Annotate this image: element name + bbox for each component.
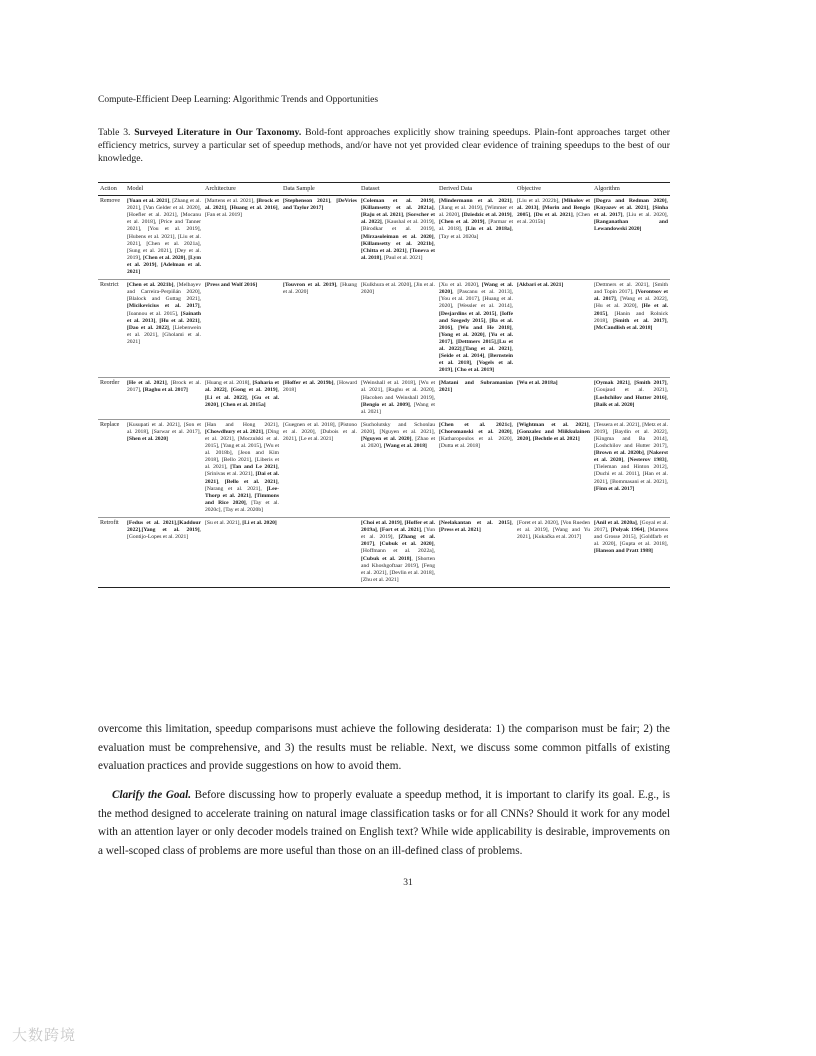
col-header-algorithm: Algorithm	[592, 183, 670, 196]
citation: , [Howard 2018]	[283, 380, 357, 394]
citation-bold: [Morin and Bengio 2005]	[517, 205, 590, 219]
table-row	[98, 419, 670, 517]
cell-model	[125, 280, 203, 378]
citation: ,	[433, 205, 435, 212]
citation-bold: [Killamsetty et al. 2021b]	[361, 240, 434, 247]
citation: , [Ding et al. 2021], [Moczulski et al. 2015], [Yang et al. 2015], [Wu et al. 2018b], [Jeon and Kim 2018], [Bello 2021], [Liberis et al. 2021],	[205, 428, 279, 471]
citation-bold: [Sainath et al. 2013]	[127, 310, 201, 324]
cell-action: Remove	[98, 196, 125, 280]
citation: ,	[484, 331, 489, 338]
citation-bold: [Finn et al. 2017]	[594, 485, 635, 492]
cell-architecture	[203, 419, 281, 517]
col-header-action: Action	[98, 183, 125, 196]
citation-bold: [Wang et al. 2018]	[383, 443, 427, 450]
citation: ,	[226, 205, 230, 212]
citation-bold: [Gu et al. 2020]	[205, 394, 279, 408]
citation-bold: [Brown et al. 2020b]	[594, 450, 644, 457]
citation: ,	[277, 387, 279, 394]
cell-architecture	[203, 196, 281, 280]
citation: , [Huang et al. 2020]	[283, 282, 357, 296]
citation-bold: [Chen et al. 2015a]	[220, 401, 266, 408]
citation-bold: [Lym et al. 2019]	[127, 254, 202, 268]
cell-model	[125, 378, 203, 419]
cell-data-sample	[281, 419, 359, 517]
citation: [Dettmers et al. 2021], [Smith and Topin 2017],	[594, 282, 668, 296]
citation: ,	[433, 233, 435, 240]
citation-bold: [Akbari et al. 2021]	[517, 282, 564, 289]
citation: ,	[218, 401, 221, 408]
citation: , [Narang et al. 2021],	[205, 478, 280, 492]
citation: ,	[401, 520, 405, 527]
cell-algorithm	[592, 378, 670, 419]
citation-bold: [Press et al. 2021]	[439, 527, 481, 534]
cell-dataset	[359, 518, 437, 588]
citation: [Huang et al. 2018],	[205, 380, 253, 387]
citation-bold: [Choi et al. 2019]	[361, 520, 402, 527]
citation-bold: [Coleman et al. 2019]	[361, 198, 434, 205]
citation-bold: [Loshchilov and Hutter 2016]	[594, 394, 667, 401]
table-body	[98, 196, 670, 588]
cell-data-sample	[281, 378, 359, 419]
citation-bold: [Chen et al. 2019]	[439, 219, 485, 226]
citation-bold: [Cubuk et al. 2018]	[361, 555, 412, 562]
citation-bold: [Yang et al. 2019]	[141, 527, 200, 534]
cell-model	[125, 196, 203, 280]
citation: , [Tay et al. 2020c], [Tay et al. 2020b]	[205, 499, 279, 513]
citation: , [Srinivas et al. 2021],	[205, 464, 280, 478]
citation-bold: [Wang et al. 2020]	[439, 282, 513, 296]
citation: , [Martens and Grosse 2015], [Goldfarb et al. 2020], [Gupta et al. 2018],	[594, 527, 668, 548]
citation-bold: [Stephenson 2021]	[283, 198, 331, 205]
citation-bold: [He et al. 2021]	[127, 380, 167, 387]
citation-bold: [Chen et al. 2020]	[142, 254, 186, 261]
cell-derived-data	[437, 419, 515, 517]
citation: , [Melbayev and Carreira-Perpiñán 2020], [Blalock and Guttag 2021],	[127, 282, 202, 303]
cell-model	[125, 419, 203, 517]
col-header-model: Model	[125, 183, 203, 196]
citation: ,	[433, 198, 435, 205]
col-header-dataset: Dataset	[359, 183, 437, 196]
cell-objective	[515, 280, 592, 378]
citation-bold: [Saharia et al. 2022]	[205, 380, 279, 394]
citation-bold: [Cho et al. 2019]	[454, 367, 495, 374]
citation-bold: [Zhang et al. 2017]	[361, 534, 435, 548]
paragraph-heading-clarify-goal: Clarify the Goal.	[112, 789, 191, 801]
citation-bold: [Li et al. 2020]	[242, 520, 277, 527]
citation-bold: [Yuan et al. 2021]	[127, 198, 170, 205]
citation: , [Brock et al. 2017],	[127, 380, 201, 394]
citation-bold: [Choromanski et al. 2020]	[439, 428, 512, 435]
citation-bold: [Mindermann et al. 2021]	[439, 198, 512, 205]
watermark-logo: 大数跨境	[12, 1026, 77, 1044]
citation-bold: [Nguyen et al. 2020]	[361, 436, 412, 442]
citation-bold: [Raghu et al. 2017]	[142, 387, 188, 394]
citation-bold: [Yong et al. 2020]	[439, 331, 485, 338]
citation-bold: [DeVries and Taylor 2017]	[283, 198, 357, 212]
citation: ,	[666, 317, 668, 324]
citation: , [Goyal et al. 2017],	[594, 520, 668, 534]
citation-bold: [Adelman et al. 2021]	[127, 261, 201, 276]
citation-bold: [Chen et al. 2021b]	[127, 282, 174, 289]
citation: ,	[461, 345, 464, 352]
citation: , [Chen et al. 2015b]	[517, 212, 591, 226]
table-row	[98, 280, 670, 378]
citation-bold: [Ba et al. 2016]	[439, 317, 513, 331]
table-row	[98, 518, 670, 588]
citation-bold: [Ioffe and Szegedy 2015]	[439, 310, 514, 324]
citation: ,	[485, 317, 490, 324]
cell-algorithm	[592, 419, 670, 517]
citation-bold: [Gonzalez and Miikkulainen 2020]	[517, 428, 590, 442]
cell-dataset	[359, 196, 437, 280]
citation: [Tessera et al. 2021], [Metz et al. 2019], [Baydin et al. 2022], [Kingma and Ba 2014], [Loshchilov and Hutter 2017],	[594, 421, 668, 450]
citation-bold: [Sinha et al. 2017]	[594, 205, 668, 219]
citation-bold: [Raju et al. 2021]	[361, 212, 403, 219]
citation-bold: [Hoffer et al. 2019b]	[283, 380, 334, 387]
citation: ,	[511, 324, 513, 331]
citation-bold: [Ranganathan and Lewandowski 2020]	[594, 219, 668, 233]
cell-data-sample	[281, 518, 359, 588]
citation-bold: [Cubuk et al. 2020]	[379, 541, 434, 548]
citation-bold: [Nakerst et al. 2020]	[594, 450, 668, 464]
citation: , [Hanin and Rolnick 2018],	[594, 310, 668, 324]
citation-bold: [Mikolov et al. 2013]	[517, 198, 590, 212]
citation-bold: [Wu et al. 2018a]	[517, 380, 558, 387]
cell-action: Reorder	[98, 378, 125, 419]
citation-bold: [Lee-Thorp et al. 2021]	[205, 485, 279, 499]
citation: , [Katharopoulos et al. 2020], [Dutta et al. 2018]	[439, 428, 513, 450]
citation: , [Hoffmann et al. 2022a],	[361, 541, 436, 555]
citation: [Weinshall et al. 2018], [Wu et al. 2021], [Raghu et al. 2020], [Hacohen and Weinshall 2019],	[361, 380, 435, 401]
citation-bold: [Vogels et al. 2019]	[439, 360, 513, 374]
body-paragraph-2	[98, 786, 670, 860]
citation: ,	[511, 421, 513, 428]
cell-derived-data	[437, 280, 515, 378]
citation: ,	[433, 240, 435, 247]
citation: ,	[156, 261, 161, 268]
citation: , [Zhao et al. 2020],	[361, 436, 436, 450]
cell-data-sample	[281, 196, 359, 280]
paragraph-2-text: Before discussing how to properly evaluate a speedup method, it is important to clarify its goal. E.g., is the method designed to accelerate training on natural image classification tasks or for all CNNs? Should it work for any model with an attention layer or only decoder models trained on English text? While wide applicability is desirable, improvements on a well-scoped class of problems are more useful than those on an ill-defined class of problems.	[98, 789, 670, 857]
citation: , [Ioannou et al. 2015],	[127, 303, 201, 317]
citation: , [Wang et al. 2022], [Hu et al. 2020],	[594, 296, 668, 310]
cell-derived-data	[437, 378, 515, 419]
citation-bold: [Wightman et al. 2021]	[517, 421, 589, 428]
citation-bold: [Mirzasoleiman et al. 2020]	[361, 233, 434, 240]
citation: ,	[530, 436, 533, 442]
citation-bold: [Smith 2017]	[634, 380, 667, 387]
citation: , [Tieleman and Hinton 2012], [Duchi et al. 2011], [Han et al. 2021], [Bommasani et al. 2021],	[594, 457, 668, 485]
citation-bold: [Kaddour 2022]	[127, 520, 201, 534]
citation-bold: [Anil et al. 2020a]	[594, 520, 637, 527]
citation: ,	[175, 520, 178, 527]
citation: ,	[155, 317, 160, 324]
citation: ,	[330, 198, 337, 205]
citation: , [Wang et al. 2021]	[361, 401, 435, 415]
cell-action: Restrict	[98, 280, 125, 378]
citation-bold: [Desjardins et al. 2015]	[439, 310, 497, 317]
citation: ,	[226, 387, 231, 394]
cell-algorithm	[592, 280, 670, 378]
citation-bold: [Micikevicius et al. 2017]	[127, 303, 200, 310]
citation-bold: [Dao et al. 2022]	[127, 324, 169, 331]
citation: ,	[199, 317, 202, 324]
citation-bold: [Chowdhury et al. 2021]	[205, 428, 264, 435]
citation: ,	[588, 421, 590, 428]
cell-derived-data	[437, 518, 515, 588]
citation: ,	[530, 212, 534, 219]
citation: ,	[511, 345, 514, 352]
col-header-objective: Objective	[515, 183, 592, 196]
citation: ,	[666, 198, 668, 205]
citation: ,	[140, 527, 142, 534]
citation: ,	[185, 254, 189, 261]
cell-action: Replace	[98, 419, 125, 517]
cell-data-sample	[281, 280, 359, 378]
citation: ,	[406, 247, 410, 254]
citation: ,	[629, 380, 635, 387]
cell-objective	[515, 196, 592, 280]
col-header-architecture: Architecture	[203, 183, 281, 196]
citation-bold: [Brock et al. 2021]	[205, 198, 279, 212]
citation: ,	[648, 205, 653, 212]
cell-action: Retrofit	[98, 518, 125, 588]
cell-model	[125, 518, 203, 588]
table-header-row	[98, 183, 670, 196]
table-row	[98, 196, 670, 280]
citation-bold: [Seide et al. 2014]	[439, 353, 485, 360]
citation: ,	[452, 367, 455, 374]
citation: , [Paul et al. 2021]	[381, 254, 423, 261]
table-row	[98, 378, 670, 419]
citation: ,	[643, 450, 648, 457]
citation: , [Kaushal et al. 2019], [Birodkar et al. 2019],	[361, 219, 436, 233]
cell-derived-data	[437, 196, 515, 280]
citation-bold: [Neelakantan et al. 2015]	[439, 520, 512, 527]
cell-objective	[515, 518, 592, 588]
taxonomy-table-container	[98, 182, 670, 588]
citation-bold: [McCandlish et al. 2018]	[594, 324, 653, 331]
citation: [Xu et al. 2020],	[439, 282, 482, 289]
cell-dataset	[359, 378, 437, 419]
citation-bold: [Bechtle et al. 2021]	[532, 436, 580, 442]
citation-bold: [Timmons and Rice 2020]	[205, 492, 279, 506]
citation: ,	[374, 541, 380, 548]
running-header: Compute-Efficient Deep Learning: Algorithmic Trends and Opportunities	[98, 95, 379, 105]
citation-bold: [Baik et al. 2020]	[594, 401, 635, 408]
citation: ,	[484, 353, 489, 360]
citation-bold: [Fedus et al. 2021]	[127, 520, 176, 527]
cell-algorithm	[592, 196, 670, 280]
citation: [Kusupati et al. 2021], [Son et al. 2018], [Sarwar et al. 2017],	[127, 421, 201, 435]
citation-bold: [Press and Wolf 2016]	[205, 282, 258, 289]
citation-bold: [Chen et al. 2021c]	[439, 421, 512, 428]
citation-bold: [Dettmers 2015]	[456, 338, 496, 345]
citation: [Han and Hong 2021],	[205, 421, 279, 428]
citation: ,	[250, 492, 255, 499]
col-header-data-sample: Data Sample	[281, 183, 359, 196]
citation-bold: [Yu et al. 2017]	[439, 331, 513, 345]
citation-bold: [Li et al. 2022]	[205, 394, 247, 401]
citation-bold: [Dziedzic et al. 2019]	[461, 212, 512, 219]
citation-bold: [Oymak 2021]	[594, 380, 630, 387]
citation: , [Jiang et al. 2019], [Wimmer et al. 2020],	[439, 198, 513, 219]
citation-bold: [Dai et al. 2021]	[205, 471, 279, 485]
citation-bold: [Fort et al. 2021]	[380, 527, 421, 534]
citation-bold: [Hoffer et al. 2019a]	[361, 520, 436, 534]
citation-bold: [Polyak 1964]	[610, 527, 645, 534]
cell-dataset	[359, 280, 437, 378]
citation-bold: [Tang et al. 2021]	[463, 345, 512, 352]
caption-title: Surveyed Literature in Our Taxonomy.	[134, 127, 302, 138]
citation: [Kulkhura et al. 2020], [Jin et al. 2020]	[361, 282, 435, 296]
cell-objective	[515, 378, 592, 419]
citation: ,	[496, 310, 500, 317]
cell-dataset	[359, 419, 437, 517]
citation-bold: [Toneva et al. 2018]	[361, 247, 435, 261]
body-paragraph-1: overcome this limitation, speedup comparisons must achieve the following desiderata: 1) the comparison must be fair; 2) the evaluation must be comprehensive, and 3) the results must be reliable. Next, we discuss some common pitfalls of existing evaluation practices and provide suggestions on how to avoid them.	[98, 723, 670, 773]
citation: , [Yun et al. 2019],	[361, 527, 436, 541]
citation: ,	[495, 338, 498, 345]
citation: ,	[471, 360, 477, 367]
citation: [Foret et al. 2020], [Von Rueden et al. 2019], [Wang and Yu 2021], [Kukačka et al. 2017]	[517, 520, 590, 541]
citation: , [Liebenwein et al. 2021], [Gholami et al. 2021]	[127, 324, 201, 345]
citation: ,	[511, 212, 513, 219]
citation: ,	[246, 394, 252, 401]
citation: , [Parmar et al. 2018],	[439, 219, 514, 233]
citation: , [Pascanu et al. 2013], [You et al. 2017], [Huang et al. 2020], [Wessler et al. 2014],	[439, 289, 513, 310]
citation-bold: [Hanson and Pratt 1988]	[594, 548, 653, 555]
citation: ,	[218, 478, 225, 485]
citation: ,	[623, 457, 628, 464]
citation: [Sucholutsky and Schonlau 2020], [Nguyen et al. 2021],	[361, 421, 435, 435]
citation-bold: [Nesterov 1983]	[627, 457, 667, 464]
citation: ,	[666, 394, 668, 401]
citation-bold: [Lin et al. 2018a]	[465, 226, 512, 233]
citation-bold: [Bello et al. 2021]	[224, 478, 278, 485]
table-caption	[98, 126, 670, 166]
citation-bold: [Hu et al. 2021]	[159, 317, 200, 324]
col-header-derived-data: Derived Data	[437, 183, 515, 196]
citation: , [Zhang et al. 2021], [Van Gelder et al. 2020], [Hoefler et al. 2021], [Mocanu et al. 2018], [Price and Tanner 2021], [You et al. 2019], [Hubens et al. 2021], [Liu et al. 2021], [Chen et al. 2021a], [Sung et al. 2021], [Dey et al. 2019],	[127, 198, 201, 261]
taxonomy-table	[98, 182, 670, 588]
citation: , [Liu et al. 2020],	[622, 212, 668, 219]
page-number: 31	[403, 878, 413, 888]
citation-bold: [Dogra and Redman 2020]	[594, 198, 667, 205]
citation-bold: [Knyazev et al. 2021]	[594, 205, 649, 212]
citation-bold: [He et al. 2015]	[594, 303, 669, 317]
citation-bold: [Killamsetty et al. 2021a]	[361, 205, 434, 212]
citation-bold: [Chitta et al. 2021]	[361, 247, 407, 254]
citation-bold: [Shen et al. 2020]	[127, 436, 169, 442]
caption-text: Bold-font approaches explicitly show training speedups. Plain-font approaches target other efficiency metrics, survey a particular set of speedup methods, and/or have not yet provided clear evidence of training speedups to the best of our knowledge.	[98, 127, 670, 165]
citation-bold: [Vorontsov et al. 2017]	[594, 289, 669, 303]
citation: , [Shorten and Khoshgoftaar 2019], [Feng et al. 2021], [Devlin et al. 2018], [Zhu et al. 2021]	[361, 555, 435, 583]
citation-bold: [Du et al. 2021]	[533, 212, 573, 219]
citation-bold: [Wu and He 2018]	[458, 324, 512, 331]
citation-bold: [Matani and Subramanian 2021]	[439, 380, 513, 394]
cell-architecture	[203, 280, 281, 378]
citation: ,	[376, 527, 381, 534]
cell-objective	[515, 419, 592, 517]
caption-label: Table 3.	[98, 127, 131, 138]
citation: [Martens et al. 2021],	[205, 198, 257, 205]
citation: ,	[452, 338, 457, 345]
citation-bold: [Smith et al. 2017]	[613, 317, 667, 324]
cell-architecture	[203, 518, 281, 588]
citation-bold: [Lu et al. 2022]	[439, 338, 514, 352]
citation: , [Fan et al. 2019]	[205, 205, 279, 219]
citation-bold: [Touvron et al. 2019]	[283, 282, 337, 289]
citation-bold: [Sorscher et al. 2022]	[361, 212, 436, 226]
citation: ,	[538, 205, 543, 212]
citation-bold: [Gong et al. 2019]	[230, 387, 278, 394]
citation: ,	[452, 324, 459, 331]
citation: , [Gontijo-Lopes et al. 2021]	[127, 527, 201, 541]
citation: ,	[402, 212, 407, 219]
citation: [Su et al. 2021],	[205, 520, 243, 527]
citation: , [Tay et al. 2020a]	[439, 226, 513, 240]
citation-bold: [Bernstein et al. 2018]	[439, 353, 514, 367]
citation: ,	[511, 520, 513, 527]
cell-architecture	[203, 378, 281, 419]
citation-bold: [Bengio et al. 2009]	[361, 401, 410, 408]
citation: [Liu et al. 2022b],	[517, 198, 562, 205]
citation-bold: [Tan and Le 2021]	[230, 464, 278, 471]
citation: , [Goujaud et al. 2021],	[594, 380, 668, 394]
citation-bold: [Huang et al. 2016]	[229, 205, 278, 212]
cell-algorithm	[592, 518, 670, 588]
citation: [Guegnen et al. 2018], [Pistono et al. 2020], [Dubois et al. 2021], [Le et al. 2021]	[283, 421, 357, 442]
